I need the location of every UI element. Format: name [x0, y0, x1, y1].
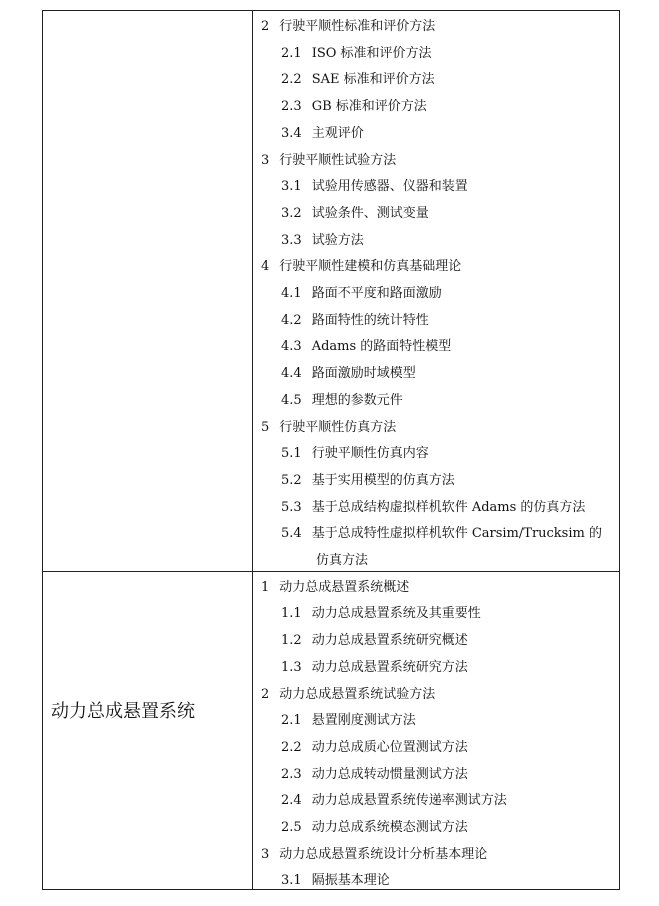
outline-item	[281, 473, 455, 489]
outline-item	[281, 393, 403, 409]
outline-number: 4.3	[281, 339, 302, 355]
outline-item	[281, 99, 427, 115]
outline-text: 动力总成转动惯量测试方法	[311, 766, 468, 782]
outline-item	[281, 313, 429, 329]
outline-text: 行驶平顺性仿真内容	[311, 446, 429, 462]
outline-number: 3.1	[281, 179, 302, 195]
outline-text: 基于实用模型的仿真方法	[311, 472, 455, 488]
column-divider	[252, 11, 253, 889]
outline-number: 1.2	[281, 633, 302, 649]
module-title: 动力总成悬置系统	[51, 701, 195, 722]
syllabus-table	[42, 10, 620, 890]
outline-number: 2.4	[281, 793, 302, 809]
outline-number: 5.4	[281, 526, 302, 542]
outline-item	[281, 526, 602, 542]
outline-text: GB 标准和评价方法	[311, 99, 427, 115]
outline-text: 动力总成悬置系统及其重要性	[311, 606, 481, 622]
outline-item	[261, 847, 487, 863]
outline-text: 动力总成悬置系统试验方法	[279, 686, 436, 702]
outline-number: 2.1	[281, 713, 302, 729]
outline-text: 主观评价	[311, 125, 364, 141]
outline-text: 仿真方法	[316, 553, 369, 568]
outline-text: 隔振基本理论	[311, 873, 390, 889]
outline-number: 4.2	[281, 312, 302, 328]
outline-number: 3	[261, 152, 270, 168]
outline-text: 动力总成悬置系统概述	[279, 579, 410, 595]
outline-item	[281, 740, 468, 756]
outline-item	[281, 793, 507, 809]
outline-item	[261, 259, 461, 275]
outline-item	[261, 580, 409, 596]
row-divider	[43, 571, 619, 572]
outline-number: 4	[261, 259, 270, 275]
outline-text: 动力总成悬置系统传递率测试方法	[311, 793, 507, 809]
outline-number: 4.4	[281, 366, 302, 382]
outline-text: 行驶平顺性试验方法	[279, 152, 397, 168]
outline-item	[281, 179, 468, 195]
outline-item	[281, 660, 468, 676]
outline-number: 5.1	[281, 446, 302, 462]
outline-number: 3.1	[281, 873, 302, 889]
outline-item	[281, 767, 468, 783]
outline-text: ISO 标准和评价方法	[311, 45, 432, 61]
outline-text: 基于总成结构虚拟样机软件 Adams 的仿真方法	[311, 499, 586, 515]
outline-text: 行驶平顺性仿真方法	[279, 419, 397, 435]
outline-item	[281, 446, 429, 462]
outline-text: 路面特性的统计特性	[311, 312, 429, 328]
outline-item	[281, 820, 468, 836]
outline-number: 3.4	[281, 125, 302, 141]
outline-number: 2	[261, 686, 270, 702]
outline-text: 动力总成悬置系统研究方法	[311, 659, 468, 675]
outline-number: 2.1	[281, 45, 302, 61]
outline-item	[281, 46, 432, 62]
outline-text: 试验用传感器、仪器和装置	[311, 179, 468, 195]
outline-item	[281, 286, 442, 302]
outline-item	[281, 233, 364, 249]
outline-item	[281, 713, 416, 729]
outline-number: 2.3	[281, 99, 302, 115]
outline-item	[261, 687, 435, 703]
outline-text: 动力总成质心位置测试方法	[311, 739, 468, 755]
outline-text: 理想的参数元件	[311, 392, 403, 408]
outline-text: Adams 的路面特性模型	[311, 339, 452, 355]
outline-text: 试验条件、测试变量	[311, 205, 429, 221]
outline-number: 2.5	[281, 820, 302, 835]
outline-item	[281, 633, 468, 649]
outline-number: 4.5	[281, 392, 302, 408]
outline-text: 试验方法	[311, 232, 364, 248]
outline-item	[281, 873, 390, 889]
outline-item	[281, 206, 429, 222]
outline-text: 悬置刚度测试方法	[311, 713, 416, 729]
outline-number: 4.1	[281, 286, 302, 301]
outline-text: 动力总成悬置系统设计分析基本理论	[279, 846, 488, 862]
outline-number: 5.3	[281, 499, 302, 515]
outline-number: 1	[261, 579, 270, 595]
outline-number: 2.2	[281, 739, 302, 755]
outline-item	[281, 366, 416, 382]
outline-text: 动力总成悬置系统研究概述	[311, 633, 468, 649]
outline-item	[261, 420, 396, 436]
outline-number: 5.2	[281, 472, 302, 488]
outline-number: 2	[261, 19, 270, 34]
outline-text: 动力总成系统模态测试方法	[311, 820, 468, 835]
outline-text: 基于总成特性虚拟样机软件 Carsim/Trucksim 的	[311, 526, 602, 542]
outline-item	[261, 153, 396, 169]
outline-number: 5	[261, 419, 270, 435]
outline-number: 2.3	[281, 766, 302, 782]
outline-number: 3	[261, 846, 270, 862]
outline-item	[281, 126, 364, 142]
outline-item	[316, 553, 368, 569]
outline-item	[281, 339, 451, 355]
outline-item	[261, 19, 435, 35]
outline-text: 行驶平顺性建模和仿真基础理论	[279, 259, 462, 275]
outline-item	[281, 606, 481, 622]
outline-number: 3.2	[281, 205, 302, 221]
outline-text: 行驶平顺性标准和评价方法	[279, 19, 436, 34]
outline-item	[281, 500, 585, 516]
outline-item	[281, 72, 435, 88]
outline-text: SAE 标准和评价方法	[311, 72, 435, 88]
outline-number: 3.3	[281, 232, 302, 248]
outline-text: 路面不平度和路面激励	[311, 286, 442, 301]
outline-number: 1.3	[281, 659, 302, 675]
outline-text: 路面激励时域模型	[311, 366, 416, 382]
outline-number: 2.2	[281, 72, 302, 88]
outline-number: 1.1	[281, 606, 302, 622]
